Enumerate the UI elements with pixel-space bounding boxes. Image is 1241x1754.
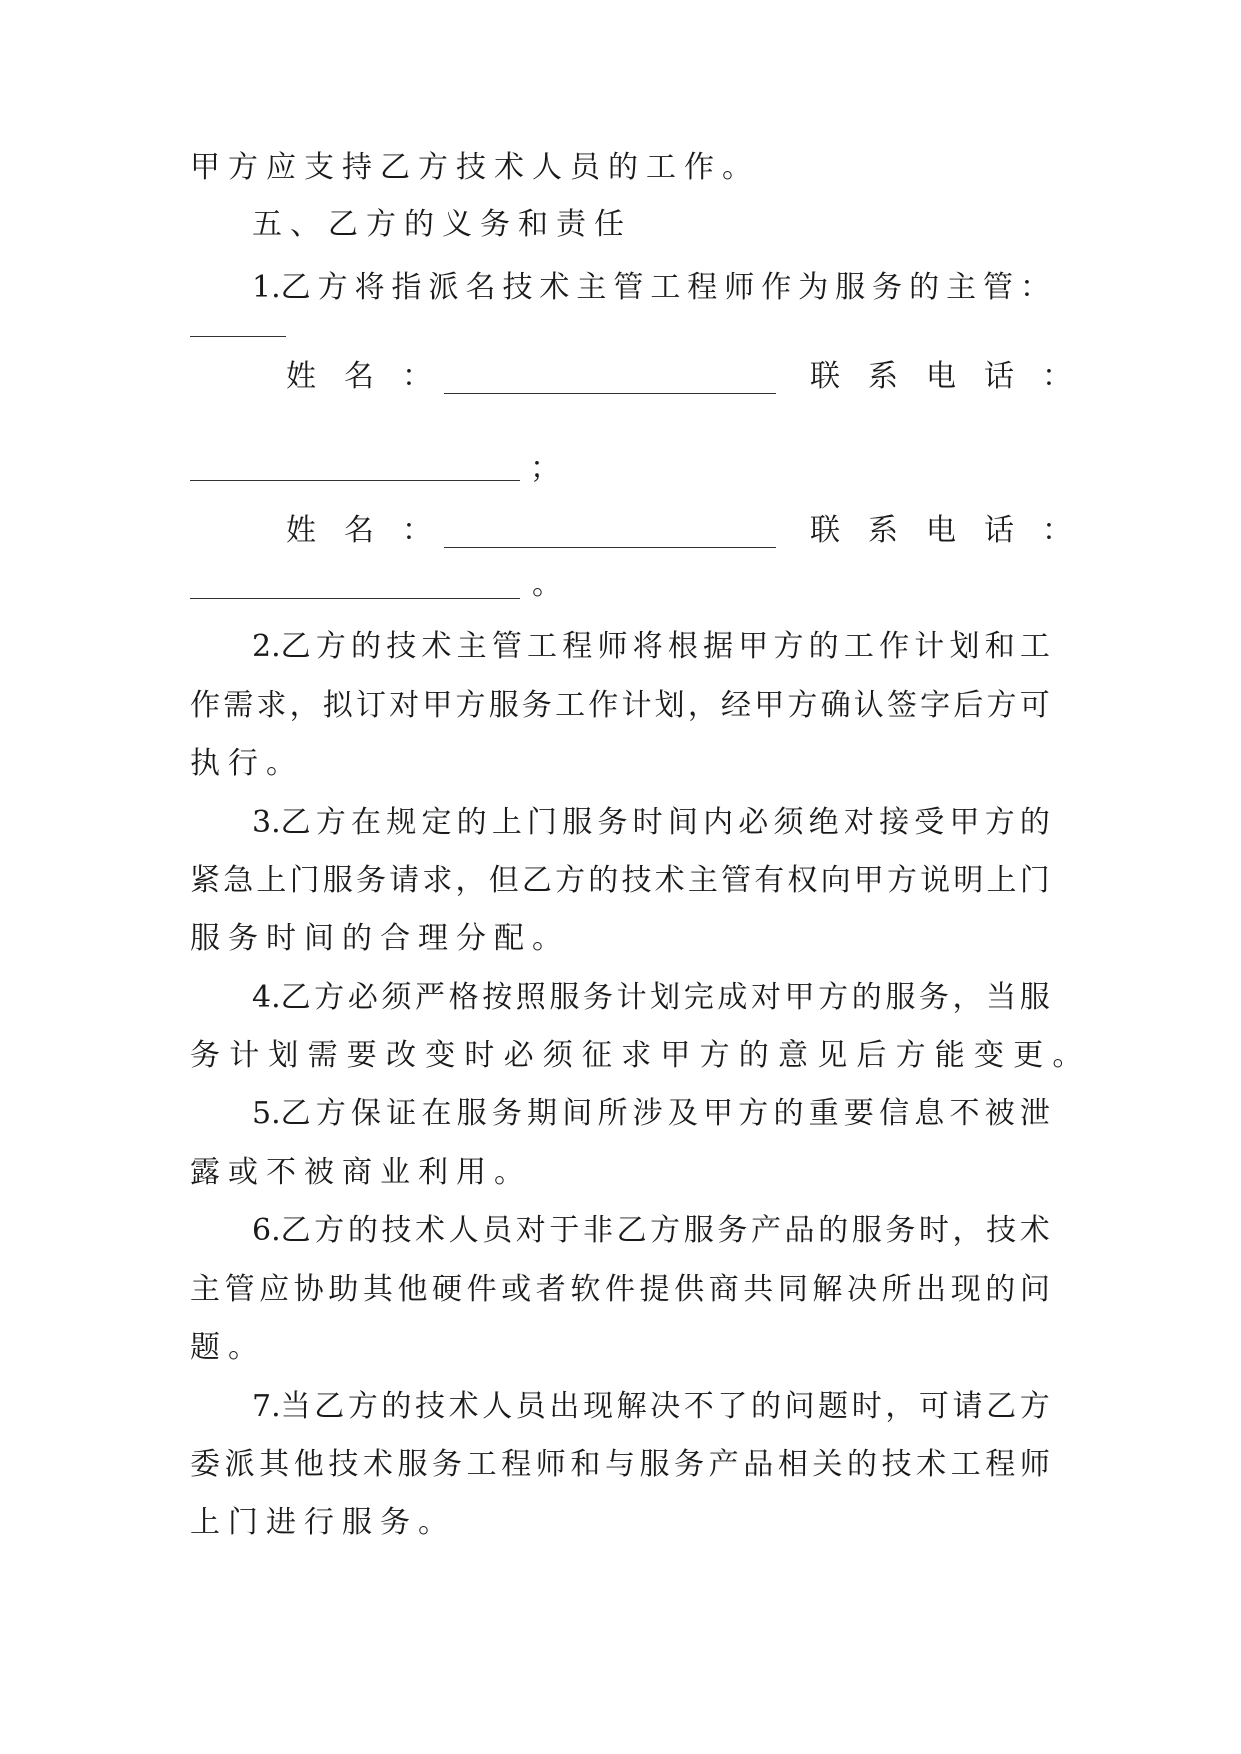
text-glyph: 品 xyxy=(784,1213,815,1248)
paragraph-line-justified xyxy=(252,1387,1050,1427)
text-glyph: 管 xyxy=(491,629,522,664)
text-glyph: 人 xyxy=(448,1213,479,1248)
text-glyph: 术 xyxy=(362,1447,393,1482)
text-glyph: 与 xyxy=(604,1447,635,1482)
text-glyph: 师 xyxy=(724,270,755,305)
text-glyph: 将 xyxy=(354,270,385,305)
text-glyph: 方 xyxy=(650,1213,681,1248)
text-glyph: 供 xyxy=(674,1272,705,1307)
text-glyph: 方 xyxy=(314,980,345,1015)
paragraph-line-justified xyxy=(252,803,1050,843)
text-glyph: 方 xyxy=(984,805,1015,840)
text-glyph: 程 xyxy=(985,1447,1016,1482)
text-glyph: 4.乙 xyxy=(252,980,311,1015)
text-glyph: 的 xyxy=(909,270,940,305)
text-glyph: 务 xyxy=(872,270,903,305)
text-glyph: 管 xyxy=(613,270,644,305)
text-glyph: 上 xyxy=(256,863,287,898)
text-glyph: 产 xyxy=(708,1447,739,1482)
text-glyph: 认 xyxy=(853,688,884,723)
text-glyph: 其 xyxy=(259,1447,290,1482)
text-glyph: 服 xyxy=(488,688,519,723)
text-glyph: 方 xyxy=(555,863,586,898)
text-glyph: 字 xyxy=(920,688,951,723)
text-glyph: 时 xyxy=(918,1213,949,1248)
text-glyph: 服 xyxy=(549,980,580,1015)
text-glyph: 技 xyxy=(381,1213,412,1248)
text-glyph: 非 xyxy=(582,1213,613,1248)
text-glyph: 所 xyxy=(597,1096,628,1131)
text-glyph: 委 xyxy=(190,1447,220,1482)
text-glyph: 经 xyxy=(721,688,751,723)
fill-in-blank[interactable] xyxy=(190,336,286,337)
text-glyph: 于 xyxy=(549,1213,580,1248)
text-glyph: 甲 xyxy=(949,805,980,840)
text-glyph: 证 xyxy=(386,1096,417,1131)
text-glyph: 管 xyxy=(224,1272,255,1307)
text-glyph: 程 xyxy=(562,629,593,664)
paragraph-line: 上门进行服务。 xyxy=(190,1505,456,1540)
text-glyph: 现 xyxy=(582,1389,613,1424)
text-glyph: 者 xyxy=(535,1272,566,1307)
text-glyph: 方 xyxy=(818,980,849,1015)
text-glyph: 程 xyxy=(501,1447,532,1482)
text-glyph: 方 xyxy=(315,1096,346,1131)
text-glyph: 拟 xyxy=(322,688,353,723)
contact-name-blank[interactable] xyxy=(444,393,776,394)
text-glyph: 定 xyxy=(421,805,452,840)
text-glyph: 程 xyxy=(687,270,718,305)
text-glyph: 泄 xyxy=(1019,1096,1050,1131)
text-glyph: 问 xyxy=(784,1389,815,1424)
text-glyph: 术 xyxy=(421,629,452,664)
text-glyph: 和 xyxy=(570,1447,601,1482)
text-glyph: 师 xyxy=(597,629,628,664)
text-glyph: 上 xyxy=(986,863,1017,898)
text-glyph: 产 xyxy=(750,1213,781,1248)
text-glyph: 务 xyxy=(885,1213,916,1248)
text-glyph: 出 xyxy=(916,1272,947,1307)
text-glyph: 划 xyxy=(654,688,685,723)
text-glyph: ， xyxy=(885,1389,916,1424)
text-glyph: 规 xyxy=(386,805,417,840)
text-glyph: 对 xyxy=(750,980,781,1015)
text-glyph: 作 xyxy=(761,270,792,305)
text-glyph: 的 xyxy=(750,1389,781,1424)
text-glyph: 服 xyxy=(322,863,353,898)
contact-name-label: 姓名： xyxy=(286,513,460,548)
text-glyph: 急 xyxy=(223,863,254,898)
punctuation: ； xyxy=(530,451,560,486)
paragraph-line-justified xyxy=(252,627,1050,667)
text-glyph: 提 xyxy=(639,1272,670,1307)
text-glyph: 绝 xyxy=(808,805,839,840)
text-glyph: 派 xyxy=(428,270,459,305)
text-glyph: 决 xyxy=(650,1389,681,1424)
text-glyph: 解 xyxy=(812,1272,843,1307)
text-glyph: 主 xyxy=(456,629,487,664)
text-glyph: 派 xyxy=(224,1447,255,1482)
paragraph-line-justified xyxy=(190,1445,1050,1485)
text-glyph: 不 xyxy=(949,1096,980,1131)
text-glyph: 技 xyxy=(881,1447,912,1482)
text-glyph: 题 xyxy=(818,1389,849,1424)
text-glyph: 严 xyxy=(415,980,445,1015)
text-glyph: 技 xyxy=(386,629,417,664)
text-glyph: 7.当 xyxy=(252,1389,311,1424)
text-glyph: 软 xyxy=(570,1272,601,1307)
text-glyph: 在 xyxy=(421,1096,452,1131)
contact-phone-label: 联系电话： xyxy=(810,359,1100,394)
paragraph-line: 执行。 xyxy=(190,746,304,781)
text-glyph: 请 xyxy=(952,1389,983,1424)
text-glyph: 服 xyxy=(1019,980,1050,1015)
text-glyph: 服 xyxy=(885,980,916,1015)
text-glyph: 务 xyxy=(355,863,386,898)
contact-phone-label: 联系电话： xyxy=(810,513,1100,548)
paragraph-line-justified xyxy=(252,978,1050,1018)
text-glyph: 接 xyxy=(879,805,910,840)
text-glyph: 对 xyxy=(515,1213,546,1248)
text-glyph: ， xyxy=(952,980,983,1015)
text-glyph: ， xyxy=(687,688,718,723)
text-glyph: 解 xyxy=(616,1389,647,1424)
text-glyph: 工 xyxy=(466,1447,497,1482)
text-glyph: 同 xyxy=(777,1272,808,1307)
text-glyph: 方 xyxy=(773,629,804,664)
text-glyph: 和 xyxy=(984,629,1015,664)
text-glyph: 现 xyxy=(950,1272,981,1307)
text-glyph: 品 xyxy=(743,1447,774,1482)
text-glyph: 服 xyxy=(683,1213,714,1248)
text-glyph: 期 xyxy=(527,1096,558,1131)
paragraph-line: 务计划需要改变时必须征求甲方的意见后方能变更。 xyxy=(190,1038,1092,1073)
text-glyph: 计 xyxy=(621,688,652,723)
text-glyph: 方 xyxy=(315,805,346,840)
paragraph-line: 题。 xyxy=(190,1330,266,1365)
text-glyph: 的 xyxy=(381,1389,412,1424)
paragraph-line-justified xyxy=(190,1270,1050,1310)
text-glyph: 时 xyxy=(851,1389,882,1424)
text-glyph: 主 xyxy=(687,863,718,898)
text-glyph: 主 xyxy=(946,270,977,305)
text-glyph: 主 xyxy=(576,270,607,305)
text-glyph: 必 xyxy=(347,980,378,1015)
text-glyph: 术 xyxy=(539,270,570,305)
text-glyph: 人 xyxy=(482,1389,513,1424)
text-glyph: 工 xyxy=(555,688,586,723)
text-glyph: 有 xyxy=(754,863,785,898)
text-glyph: 方 xyxy=(315,629,346,664)
text-glyph: 方 xyxy=(317,270,348,305)
text-glyph: 甲 xyxy=(784,980,815,1015)
text-glyph: 明 xyxy=(953,863,984,898)
text-glyph: 乙 xyxy=(986,1389,1017,1424)
text-glyph: 必 xyxy=(738,805,769,840)
text-glyph: 协 xyxy=(293,1272,324,1307)
text-glyph: 格 xyxy=(448,980,479,1015)
text-glyph: 间 xyxy=(667,805,698,840)
text-glyph: 为 xyxy=(798,270,829,305)
text-glyph: 术 xyxy=(415,1213,445,1248)
text-glyph: 计 xyxy=(914,629,945,664)
text-glyph: 据 xyxy=(703,629,734,664)
text-glyph: 员 xyxy=(482,1213,513,1248)
text-glyph: 内 xyxy=(703,805,734,840)
text-glyph: 方 xyxy=(455,688,486,723)
text-glyph: 时 xyxy=(632,805,663,840)
text-glyph: 须 xyxy=(773,805,804,840)
contact-name-blank[interactable] xyxy=(444,547,776,548)
text-glyph: 须 xyxy=(381,980,412,1015)
text-glyph: ， xyxy=(952,1213,983,1248)
text-glyph: 工 xyxy=(1019,629,1050,664)
text-glyph: 服 xyxy=(562,805,593,840)
text-glyph: 服 xyxy=(851,1213,882,1248)
text-glyph: 门 xyxy=(1019,863,1050,898)
text-glyph: 受 xyxy=(914,805,945,840)
text-glyph: 确 xyxy=(820,688,851,723)
text-glyph: 的 xyxy=(808,629,839,664)
text-glyph: 完 xyxy=(683,980,714,1015)
text-glyph: 服 xyxy=(397,1447,428,1482)
contact-name-label: 姓名： xyxy=(286,359,460,394)
text-glyph: 的 xyxy=(773,1096,804,1131)
text-glyph: 技 xyxy=(621,863,652,898)
paragraph-line: 露或不被商业利用。 xyxy=(190,1155,532,1190)
text-glyph: 的 xyxy=(818,1213,849,1248)
text-glyph: 保 xyxy=(351,1096,382,1131)
text-glyph: 说 xyxy=(920,863,951,898)
text-glyph: 的 xyxy=(351,629,382,664)
text-glyph: 的 xyxy=(1019,805,1050,840)
text-glyph: 的 xyxy=(456,805,487,840)
text-glyph: 术 xyxy=(654,863,685,898)
text-glyph: 划 xyxy=(949,629,980,664)
text-glyph: 订 xyxy=(355,688,386,723)
text-glyph: 工 xyxy=(843,629,874,664)
text-glyph: 管 xyxy=(721,863,751,898)
text-glyph: 的 xyxy=(851,980,882,1015)
text-glyph: 涉 xyxy=(632,1096,663,1131)
text-glyph: 对 xyxy=(389,688,420,723)
text-glyph: 件 xyxy=(604,1272,635,1307)
text-glyph: 工 xyxy=(527,629,558,664)
paragraph-line-justified xyxy=(190,686,1050,726)
text-glyph: 技 xyxy=(502,270,533,305)
text-glyph: 1.乙 xyxy=(252,270,311,305)
text-glyph: 对 xyxy=(843,805,874,840)
text-glyph: 他 xyxy=(397,1272,428,1307)
text-glyph: 术 xyxy=(1019,1213,1050,1248)
text-glyph: 可 xyxy=(1019,688,1050,723)
section-heading: 五、乙方的义务和责任 xyxy=(252,207,632,242)
text-glyph: 的 xyxy=(846,1447,877,1482)
text-glyph: 硬 xyxy=(432,1272,463,1307)
text-glyph: 出 xyxy=(549,1389,580,1424)
text-glyph: 他 xyxy=(293,1447,324,1482)
text-glyph: 在 xyxy=(351,805,382,840)
text-glyph: 关 xyxy=(812,1447,843,1482)
text-glyph: 其 xyxy=(362,1272,393,1307)
text-glyph: 可 xyxy=(918,1389,949,1424)
text-glyph: 术 xyxy=(916,1447,947,1482)
text-glyph: 服 xyxy=(835,270,866,305)
text-glyph: 主 xyxy=(190,1272,220,1307)
text-glyph: 服 xyxy=(639,1447,670,1482)
paragraph-line-justified xyxy=(252,1094,1050,1134)
text-glyph: 名 xyxy=(465,270,496,305)
text-glyph: 方 xyxy=(986,688,1017,723)
text-glyph: 工 xyxy=(650,270,681,305)
text-glyph: 方 xyxy=(314,1213,345,1248)
text-glyph: 不 xyxy=(683,1389,714,1424)
text-glyph: 务 xyxy=(918,980,949,1015)
contact-phone-blank[interactable] xyxy=(190,598,520,599)
text-glyph: 向 xyxy=(820,863,851,898)
text-glyph: ： xyxy=(1020,270,1050,305)
text-glyph: 及 xyxy=(667,1096,698,1131)
text-glyph: 方 xyxy=(1019,1389,1050,1424)
text-glyph: 指 xyxy=(391,270,422,305)
paragraph-line: 服务时间的合理分配。 xyxy=(190,921,570,956)
text-glyph: 助 xyxy=(328,1272,359,1307)
text-glyph: 员 xyxy=(515,1389,546,1424)
text-glyph: 方 xyxy=(787,688,818,723)
text-glyph: 间 xyxy=(562,1096,593,1131)
text-glyph: 相 xyxy=(777,1447,808,1482)
text-glyph: 了 xyxy=(717,1389,748,1424)
text-glyph: 需 xyxy=(223,688,254,723)
text-glyph: 术 xyxy=(448,1389,479,1424)
text-glyph: 甲 xyxy=(754,688,785,723)
text-glyph: 6.乙 xyxy=(252,1213,311,1248)
text-glyph: 商 xyxy=(708,1272,739,1307)
text-glyph: 请 xyxy=(389,863,420,898)
text-glyph: 方 xyxy=(738,1096,769,1131)
text-glyph: 将 xyxy=(632,629,663,664)
text-glyph: 3.乙 xyxy=(252,805,311,840)
text-glyph: 技 xyxy=(328,1447,359,1482)
text-glyph: 签 xyxy=(886,688,917,723)
paragraph-line-justified xyxy=(190,861,1050,901)
text-glyph: 的 xyxy=(985,1272,1016,1307)
text-glyph: 问 xyxy=(1019,1272,1050,1307)
text-glyph: 乙 xyxy=(521,863,552,898)
text-glyph: 务 xyxy=(674,1447,705,1482)
text-glyph: 所 xyxy=(881,1272,912,1307)
text-glyph: 根 xyxy=(667,629,698,664)
text-glyph: 被 xyxy=(984,1096,1015,1131)
text-glyph: ， xyxy=(455,863,486,898)
text-glyph: 的 xyxy=(588,863,619,898)
paragraph-line-justified xyxy=(252,1211,1050,1251)
text-glyph: 乙 xyxy=(616,1213,647,1248)
text-glyph: 信 xyxy=(879,1096,910,1131)
text-glyph: 决 xyxy=(846,1272,877,1307)
text-glyph: 务 xyxy=(717,1213,748,1248)
paragraph-line-justified xyxy=(252,268,1050,308)
contact-phone-blank[interactable] xyxy=(190,480,520,481)
text-glyph: 要 xyxy=(843,1096,874,1131)
text-glyph: 作 xyxy=(879,629,910,664)
text-glyph: 的 xyxy=(347,1213,378,1248)
text-glyph: 务 xyxy=(521,688,552,723)
text-glyph: 应 xyxy=(259,1272,290,1307)
text-glyph: 方 xyxy=(886,863,917,898)
text-glyph: 管 xyxy=(983,270,1014,305)
paragraph-line: 甲方应支持乙方技术人员的工作。 xyxy=(190,150,760,185)
text-glyph: 乙 xyxy=(314,1389,345,1424)
text-glyph: 息 xyxy=(914,1096,945,1131)
text-glyph: 求 xyxy=(422,863,453,898)
text-glyph: 务 xyxy=(597,805,628,840)
text-glyph: 甲 xyxy=(853,863,884,898)
text-glyph: 后 xyxy=(953,688,984,723)
text-glyph: 甲 xyxy=(703,1096,734,1131)
text-glyph: 门 xyxy=(527,805,558,840)
text-glyph: 照 xyxy=(515,980,546,1015)
text-glyph: 师 xyxy=(1019,1447,1050,1482)
text-glyph: 务 xyxy=(582,980,613,1015)
text-glyph: 上 xyxy=(491,805,522,840)
text-glyph: 甲 xyxy=(422,688,453,723)
text-glyph: 5.乙 xyxy=(252,1096,311,1131)
text-glyph: 服 xyxy=(456,1096,487,1131)
text-glyph: 甲 xyxy=(738,629,769,664)
text-glyph: 门 xyxy=(289,863,320,898)
text-glyph: ， xyxy=(289,688,320,723)
text-glyph: 计 xyxy=(616,980,647,1015)
text-glyph: 技 xyxy=(415,1389,445,1424)
text-glyph: 重 xyxy=(808,1096,839,1131)
text-glyph: 作 xyxy=(190,688,220,723)
text-glyph: 作 xyxy=(588,688,619,723)
text-glyph: 或 xyxy=(501,1272,532,1307)
text-glyph: 技 xyxy=(986,1213,1017,1248)
text-glyph: 务 xyxy=(432,1447,463,1482)
text-glyph: 务 xyxy=(491,1096,522,1131)
text-glyph: 方 xyxy=(347,1389,378,1424)
text-glyph: 件 xyxy=(466,1272,497,1307)
text-glyph: 当 xyxy=(986,980,1017,1015)
text-glyph: 求 xyxy=(256,688,287,723)
text-glyph: 但 xyxy=(488,863,519,898)
text-glyph: 按 xyxy=(482,980,513,1015)
text-glyph: 共 xyxy=(743,1272,774,1307)
text-glyph: 工 xyxy=(950,1447,981,1482)
text-glyph: 成 xyxy=(717,980,748,1015)
text-glyph: 划 xyxy=(650,980,681,1015)
text-glyph: 2.乙 xyxy=(252,629,311,664)
text-glyph: 紧 xyxy=(190,863,220,898)
text-glyph: 权 xyxy=(787,863,818,898)
punctuation: 。 xyxy=(532,567,562,602)
text-glyph: 师 xyxy=(535,1447,566,1482)
